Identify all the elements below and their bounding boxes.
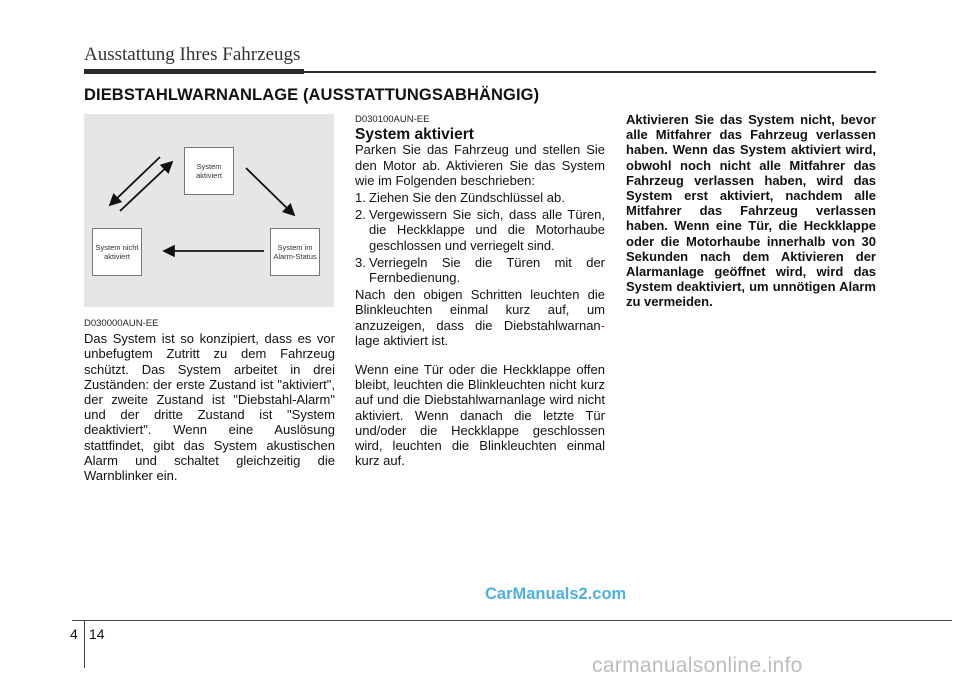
door-open-paragraph: Wenn eine Tür oder die Heckklappe offen bleibt, leuchten die Blinkleuchten nicht kurz auf und die Diebstahlwarnanlage wird nicht aktiviert. Wenn danach die letzte Tür und/oder die Heckklappe geschlossen wird, leuchten die Blinkleuchten einmal kurz auf. — [355, 362, 605, 469]
intro-paragraph: Das System ist so konzipiert, dass es vor unbefugtem Zutritt zu dem Fahrzeug schützt. Das System arbeitet in drei Zuständen: der erste Zustand ist "aktiviert", der zweite Zustand ist "Diebstahl-Alarm" und der dritte Zustand ist "System deaktiviert". Wenn eine Auslösung stattfindet, gibt das System akustischen Alarm und schaltet gleichzeitig die Warnblinker ein. — [84, 331, 335, 484]
step-text: Verriegeln Sie die Türen mit der Fernbedienung. — [369, 254, 605, 286]
step-number: 2. — [355, 207, 366, 223]
alarm-state-diagram — [84, 114, 334, 307]
state-box-alarm: System im Alarm-Status — [270, 228, 320, 276]
header-rule-thick — [84, 69, 304, 74]
doc-code-1: D030000AUN-EE — [84, 318, 159, 329]
footer-rule — [72, 620, 952, 621]
chapter-number: 4 — [70, 626, 78, 642]
column-2 — [355, 112, 605, 468]
doc-code-2: D030100AUN-EE — [355, 114, 430, 125]
footer-divider — [84, 620, 85, 668]
confirmation-text-end: lage aktiviert ist. — [355, 332, 449, 348]
watermark-carmanuals2: CarManuals2.com — [485, 585, 627, 603]
step-text: Vergewissern Sie sich, dass alle Türen, die Heckklappe und die Motorhaube geschlossen und verriegelt sind. — [369, 207, 605, 253]
header-title: Ausstattung Ihres Fahrzeugs — [84, 44, 301, 65]
step-number: 1. — [355, 190, 366, 206]
column-3 — [626, 112, 876, 310]
activation-intro: Parken Sie das Fahrzeug und stellen Sie den Motor ab. Aktivieren Sie das System wie im Folgenden beschrieben: — [355, 142, 605, 188]
arrow-top-to-right — [246, 168, 294, 215]
section-title: DIEBSTAHLWARNANLAGE (AUSSTATTUNGSABHÄNGIG) — [84, 86, 540, 104]
hyphen-mark: - — [600, 317, 605, 333]
state-box-deactivated: System nicht aktiviert — [92, 228, 142, 276]
warning-paragraph: Aktivieren Sie das System nicht, bevor alle Mitfahrer das Fahrzeug verlassen haben. Wenn das System aktiviert wird, obwohl noch nicht alle Mitfahrer das Fahrzeug verlassen haben, wird das System erst aktiviert, nachdem alle Mitfahrer das Fahrzeug verlassen haben. Wenn eine Tür, die Heckklappe oder die Motorhaube innerhalb von 30 Sekunden nach dem Aktivieren der Alarmanlage geöffnet wird, wird das System deaktiviert, um unnötigen Alarm zu vermeiden. — [626, 112, 876, 310]
step-1 — [355, 190, 605, 205]
state-box-activated: System aktiviert — [184, 147, 234, 195]
step-text: Ziehen Sie den Zündschlüssel ab. — [369, 190, 565, 206]
confirmation-paragraph — [355, 287, 605, 348]
step-2 — [355, 207, 605, 253]
step-number: 3. — [355, 254, 366, 270]
diagram-arrows — [84, 114, 334, 307]
header-rule-thin — [304, 71, 876, 73]
step-3 — [355, 255, 605, 285]
watermark-carmanualsonline: carmanualsonline.info — [592, 654, 803, 677]
column-1 — [84, 316, 335, 483]
subheading-system-activated: System aktiviert — [355, 126, 474, 144]
page-number: 14 — [89, 626, 105, 642]
confirmation-text: Nach den obigen Schritten leuchten die Blinkleuchten einmal kurz auf, um anzuzeigen, dass die Diebstahlwarnan — [355, 287, 605, 333]
